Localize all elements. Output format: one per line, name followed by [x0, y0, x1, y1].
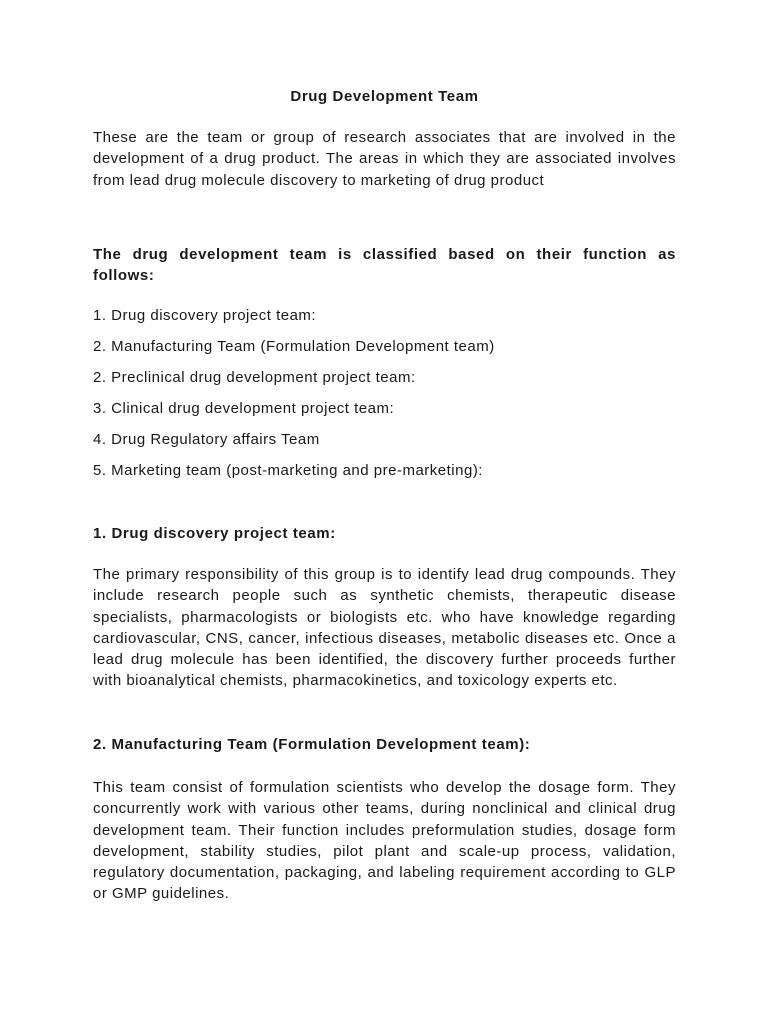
section-body: This team consist of formulation scientists who develop the dosage form. They concurrently work with various other teams, during nonclinical and clinical drug development team. Their function includes preformulation studies, dosage form development, stability studies, pilot plant and scale-up process, validation, regulatory documentation, packaging, and labeling requirement according to GLP or GMP guidelines.: [93, 779, 676, 903]
list-item: 2. Manufacturing Team (Formulation Development team): [93, 338, 495, 355]
list-item: 3. Clinical drug development project team:: [93, 400, 395, 417]
classification-heading: The drug development team is classified based on their function as follows:: [93, 246, 676, 285]
intro-paragraph: These are the team or group of research associates that are involved in the development of a drug product. The areas in which they are associated involves from lead drug molecule discovery to marketing of drug product: [93, 129, 676, 189]
list-item: 2. Preclinical drug development project team:: [93, 369, 416, 386]
section-heading: 1. Drug discovery project team:: [93, 525, 336, 542]
section-heading: 2. Manufacturing Team (Formulation Development team):: [93, 736, 531, 753]
list-item: 5. Marketing team (post-marketing and pre-marketing):: [93, 462, 483, 479]
list-item: 4. Drug Regulatory affairs Team: [93, 431, 320, 448]
list-item: 1. Drug discovery project team:: [93, 307, 317, 324]
section-body: The primary responsibility of this group is to identify lead drug compounds. They include research people such as synthetic chemists, therapeutic disease specialists, pharmacologists or biologists etc. who have knowledge regarding cardiovascular, CNS, cancer, infectious diseases, metabolic diseases etc. Once a lead drug molecule has been identified, the discovery further proceeds further with bioanalytical chemists, pharmacokinetics, and toxicology experts etc.: [93, 566, 676, 690]
document-title: Drug Development Team: [290, 88, 479, 105]
